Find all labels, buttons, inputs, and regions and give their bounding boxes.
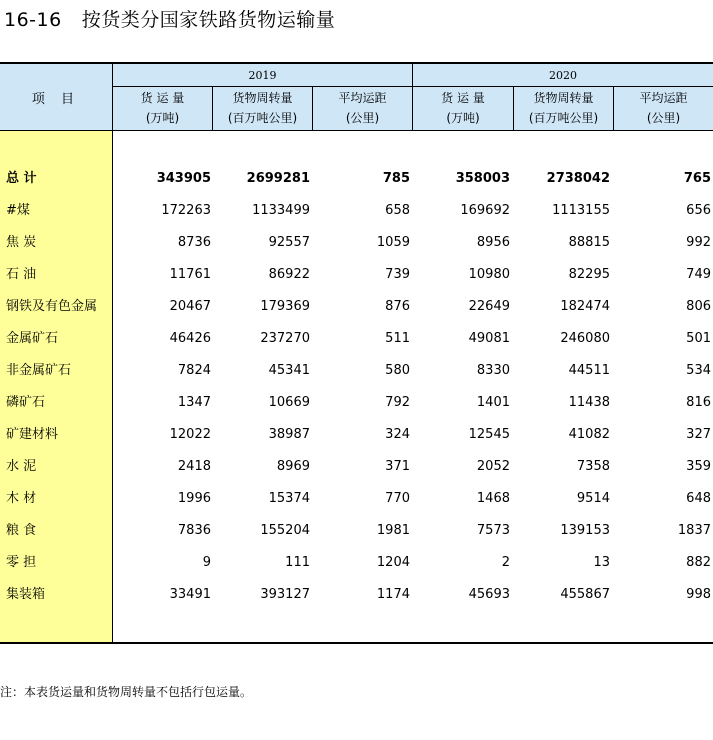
table-cell: 8969 — [276, 459, 310, 474]
row-label: 非金属矿石 — [6, 363, 72, 378]
col-header-line2: (百万吨公里) — [528, 111, 599, 125]
table-cell: 882 — [686, 555, 711, 570]
table-cell: 2 — [501, 555, 510, 570]
table-cell: 580 — [385, 363, 410, 378]
row-label: 水 泥 — [6, 459, 37, 474]
col-header-line2: (万吨) — [145, 111, 180, 125]
row-label: 零 担 — [6, 555, 37, 570]
table-cell: 1981 — [376, 523, 410, 538]
row-label: 总 计 — [6, 171, 37, 186]
table-cell: 10669 — [268, 395, 310, 410]
row-label: 矿建材料 — [6, 427, 59, 442]
table-cell: 237270 — [260, 331, 310, 346]
table-cell: 1996 — [177, 491, 211, 506]
table-number: 16-16 — [4, 9, 62, 31]
table-cell: 992 — [686, 235, 711, 250]
table-row — [0, 291, 713, 323]
table-cell: 1347 — [177, 395, 211, 410]
table-row — [0, 195, 713, 227]
col-header-distance-2020 — [614, 88, 713, 130]
col-header-turnover-2019 — [213, 88, 312, 130]
table-cell: 371 — [385, 459, 410, 474]
table-cell: 1113155 — [552, 203, 610, 218]
col-header-line1: 货 运 量 — [441, 91, 485, 105]
table-row — [0, 355, 713, 387]
header-bottom-rule — [0, 130, 713, 131]
table-cell: 9514 — [576, 491, 610, 506]
table-cell: 15374 — [268, 491, 310, 506]
table-cell: 139153 — [560, 523, 610, 538]
table-cell: 10980 — [468, 267, 510, 282]
table-cell: 1204 — [376, 555, 410, 570]
row-label: 钢铁及有色金属 — [6, 299, 98, 314]
col-divider — [212, 86, 213, 131]
row-label: #煤 — [6, 203, 30, 218]
table-cell: 92557 — [268, 235, 310, 250]
table-cell: 41082 — [568, 427, 610, 442]
table-cell: 9 — [202, 555, 211, 570]
table-cell: 88815 — [568, 235, 610, 250]
row-label: 磷矿石 — [6, 395, 46, 410]
table-cell: 1468 — [476, 491, 510, 506]
table-row — [0, 163, 713, 195]
col-divider — [513, 86, 514, 131]
table-cell: 8736 — [177, 235, 211, 250]
table-cell: 534 — [686, 363, 711, 378]
table-cell: 155204 — [260, 523, 310, 538]
table-cell: 358003 — [455, 171, 510, 186]
col-header-freight-2019 — [113, 88, 212, 130]
table-cell: 7573 — [476, 523, 510, 538]
table-cell: 1133499 — [252, 203, 310, 218]
table-title: 按货类分国家铁路货物运输量 — [81, 9, 336, 31]
table-cell: 739 — [385, 267, 410, 282]
table-cell: 8330 — [476, 363, 510, 378]
col-header-line2: (百万吨公里) — [227, 111, 298, 125]
year-2020-header: 2020 — [549, 68, 577, 82]
table-cell: 998 — [686, 587, 711, 602]
table-cell: 765 — [683, 171, 711, 186]
header-item: 项 目 — [31, 92, 81, 107]
table-cell: 455867 — [560, 587, 610, 602]
col-header-line1: 货物周转量 — [232, 91, 293, 105]
table-cell: 111 — [285, 555, 310, 570]
table-cell: 658 — [385, 203, 410, 218]
table-cell: 770 — [385, 491, 410, 506]
table-cell: 179369 — [260, 299, 310, 314]
row-label: 粮 食 — [6, 523, 37, 538]
table-cell: 327 — [686, 427, 711, 442]
table-row — [0, 579, 713, 611]
table-cell: 806 — [686, 299, 711, 314]
table-bottom-rule — [0, 642, 713, 644]
table-cell: 359 — [686, 459, 711, 474]
table-cell: 501 — [686, 331, 711, 346]
col-header-freight-2020 — [413, 88, 513, 130]
table-cell: 22649 — [468, 299, 510, 314]
table-cell: 11761 — [169, 267, 211, 282]
row-label: 金属矿石 — [6, 331, 59, 346]
col-header-line1: 平均运距 — [639, 91, 688, 105]
table-cell: 511 — [385, 331, 410, 346]
row-label: 石 油 — [6, 267, 37, 282]
table-row — [0, 547, 713, 579]
table-row — [0, 323, 713, 355]
table-cell: 7836 — [177, 523, 211, 538]
table-cell: 11438 — [568, 395, 610, 410]
col-header-line2: (公里) — [345, 111, 380, 125]
col-header-line2: (万吨) — [446, 111, 480, 125]
table-cell: 20467 — [169, 299, 211, 314]
table-cell: 182474 — [560, 299, 610, 314]
table-row — [0, 419, 713, 451]
table-cell: 656 — [686, 203, 711, 218]
table-cell: 1174 — [376, 587, 410, 602]
table-cell: 169692 — [460, 203, 510, 218]
table-cell: 33491 — [169, 587, 211, 602]
table-cell: 7824 — [177, 363, 211, 378]
col-header-line1: 货 运 量 — [140, 91, 185, 105]
table-cell: 785 — [382, 171, 410, 186]
table-cell: 13 — [593, 555, 610, 570]
table-cell: 749 — [686, 267, 711, 282]
table-cell: 343905 — [156, 171, 211, 186]
table-cell: 12545 — [468, 427, 510, 442]
table-note: 注：本表货运量和货物周转量不包括行包运量。 — [0, 685, 253, 699]
table-cell: 324 — [385, 427, 410, 442]
table-cell: 49081 — [468, 331, 510, 346]
table-cell: 45341 — [268, 363, 310, 378]
table-cell: 2738042 — [546, 171, 610, 186]
table-cell: 12022 — [169, 427, 211, 442]
table-cell: 172263 — [161, 203, 211, 218]
table-cell: 876 — [385, 299, 410, 314]
table-row — [0, 451, 713, 483]
table-cell: 792 — [385, 395, 410, 410]
table-cell: 44511 — [568, 363, 610, 378]
table-cell: 1059 — [376, 235, 410, 250]
page-title — [4, 5, 335, 32]
table-cell: 8956 — [476, 235, 510, 250]
table-cell: 86922 — [268, 267, 310, 282]
year-divider — [412, 64, 413, 131]
table-cell: 45693 — [468, 587, 510, 602]
table-cell: 1837 — [677, 523, 711, 538]
col-divider — [613, 86, 614, 131]
table-cell: 2052 — [476, 459, 510, 474]
table-cell: 2699281 — [246, 171, 310, 186]
table-cell: 816 — [686, 395, 711, 410]
table-cell: 648 — [686, 491, 711, 506]
col-header-turnover-2020 — [514, 88, 613, 130]
table-cell: 7358 — [576, 459, 610, 474]
row-label: 焦 炭 — [6, 235, 37, 250]
col-divider — [312, 86, 313, 131]
table-row — [0, 387, 713, 419]
row-label: 木 材 — [6, 491, 37, 506]
table-cell: 1401 — [476, 395, 510, 410]
table-cell: 246080 — [560, 331, 610, 346]
table-row — [0, 227, 713, 259]
year-2019-header: 2019 — [248, 68, 277, 82]
table-row — [0, 483, 713, 515]
col-header-distance-2019 — [313, 88, 412, 130]
table-cell: 2418 — [177, 459, 211, 474]
col-header-line1: 平均运距 — [338, 91, 387, 105]
table-cell: 38987 — [268, 427, 310, 442]
row-label: 集装箱 — [6, 587, 46, 602]
table-cell: 46426 — [169, 331, 211, 346]
table-cell: 393127 — [260, 587, 310, 602]
col-header-line2: (公里) — [646, 111, 681, 125]
table-row — [0, 515, 713, 547]
table-cell: 82295 — [568, 267, 610, 282]
table-row — [0, 259, 713, 291]
col-header-line1: 货物周转量 — [533, 91, 594, 105]
